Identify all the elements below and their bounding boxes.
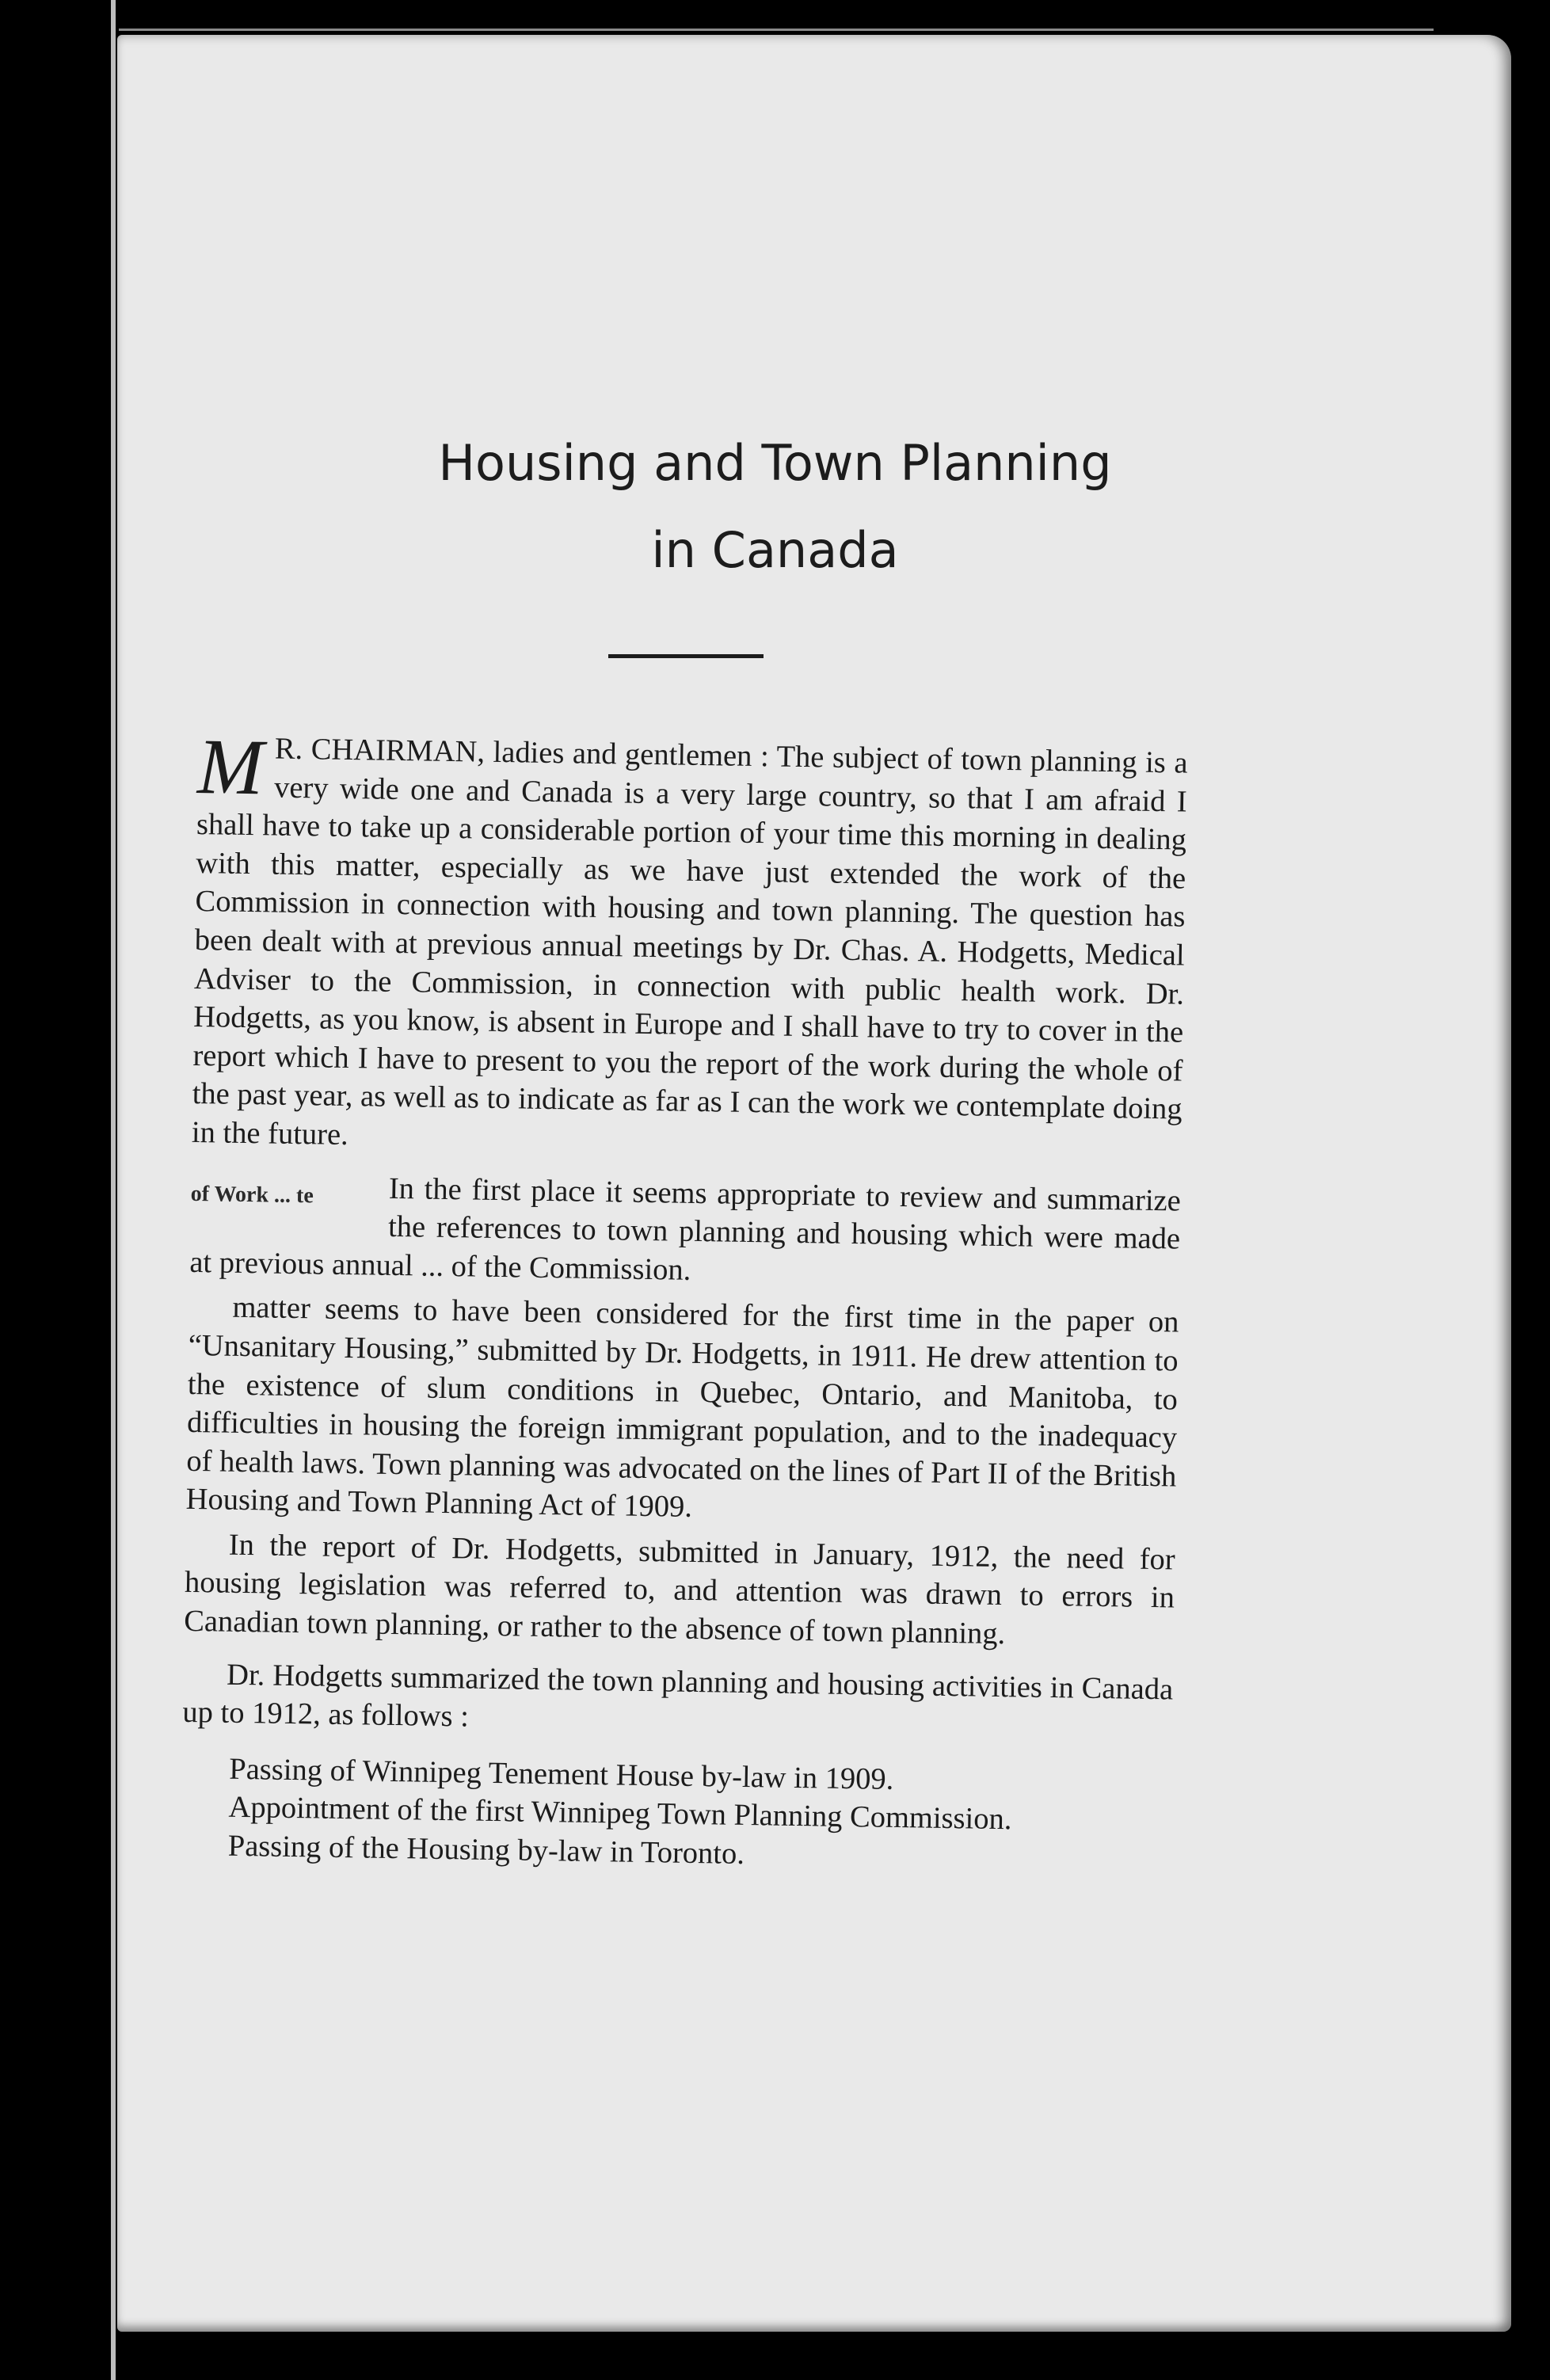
list-item: Passing of Winnipeg Tenement House by-law in 1909.	[229, 1752, 894, 1796]
paragraph-5: Dr. Hodgetts summarized the town planning and housing activities in Canada up to 1912, as follows :	[182, 1658, 1174, 1734]
drop-cap: M	[196, 722, 265, 812]
title-rule	[608, 654, 764, 658]
page-title	[0, 420, 1550, 594]
section-with-margin-note	[189, 1166, 1181, 1297]
article-body	[180, 722, 1188, 1880]
title-line-1: Housing and Town Planning	[438, 434, 1112, 492]
scan-spine-edge	[111, 0, 116, 2380]
paragraph-3: matter seems to have been considered for the first time in the paper on “Unsanitary Housing,” submitted by Dr. Hodgetts, in 1911. He drew attention to the existence of slum conditions in Quebec, Ontario, and Manitoba, to difficulties in housing the foreign immigrant population, and to the inadequacy of health laws. Town planning was advocated on the lines of Part II of the British Housing and Town Planning Act of 1909.	[185, 1291, 1179, 1525]
list-item: Appointment of the first Winnipeg Town Planning Commission.	[228, 1791, 1012, 1837]
page-top-edge	[119, 29, 1434, 31]
paragraph-2: In the first place it seems appropriate to review and summarize the references to town planning and housing which were made at previous annual ... of the Commission.	[189, 1171, 1182, 1287]
margin-note: of Work ... te	[190, 1181, 314, 1208]
paragraph-1	[191, 722, 1188, 1167]
activity-list	[180, 1750, 1171, 1880]
title-line-2: in Canada	[651, 521, 899, 579]
paragraph-4: In the report of Dr. Hodgetts, submitted in January, 1912, the need for housing legislation was referred to, and attention was drawn to errors in Canadian town planning, or rather to the absence of town planning.	[183, 1528, 1175, 1651]
list-item: Passing of the Housing by-law in Toronto.	[227, 1829, 745, 1872]
paragraph-1-text: R. CHAIRMAN, ladies and gentlemen : The subject of town planning is a very wide one and Canada is a very large country, so that I am afraid I shall have to take up a considerable portion of your time this morning in dealing with this matter, especially as we have just extended the work of the Commission in connection with housing and town planning. The question has been dealt with at previous annual meetings by Dr. Chas. A. Hodgetts, Medical Adviser to the Commission, in connection with public health work. Dr. Hodgetts, as you know, is absent in Europe and I shall have to try to cover in the report which I have to present to you the report of the work during the whole of the past year, as well as to indicate as far as I can the work we contemplate doing in the future.	[191, 732, 1188, 1152]
